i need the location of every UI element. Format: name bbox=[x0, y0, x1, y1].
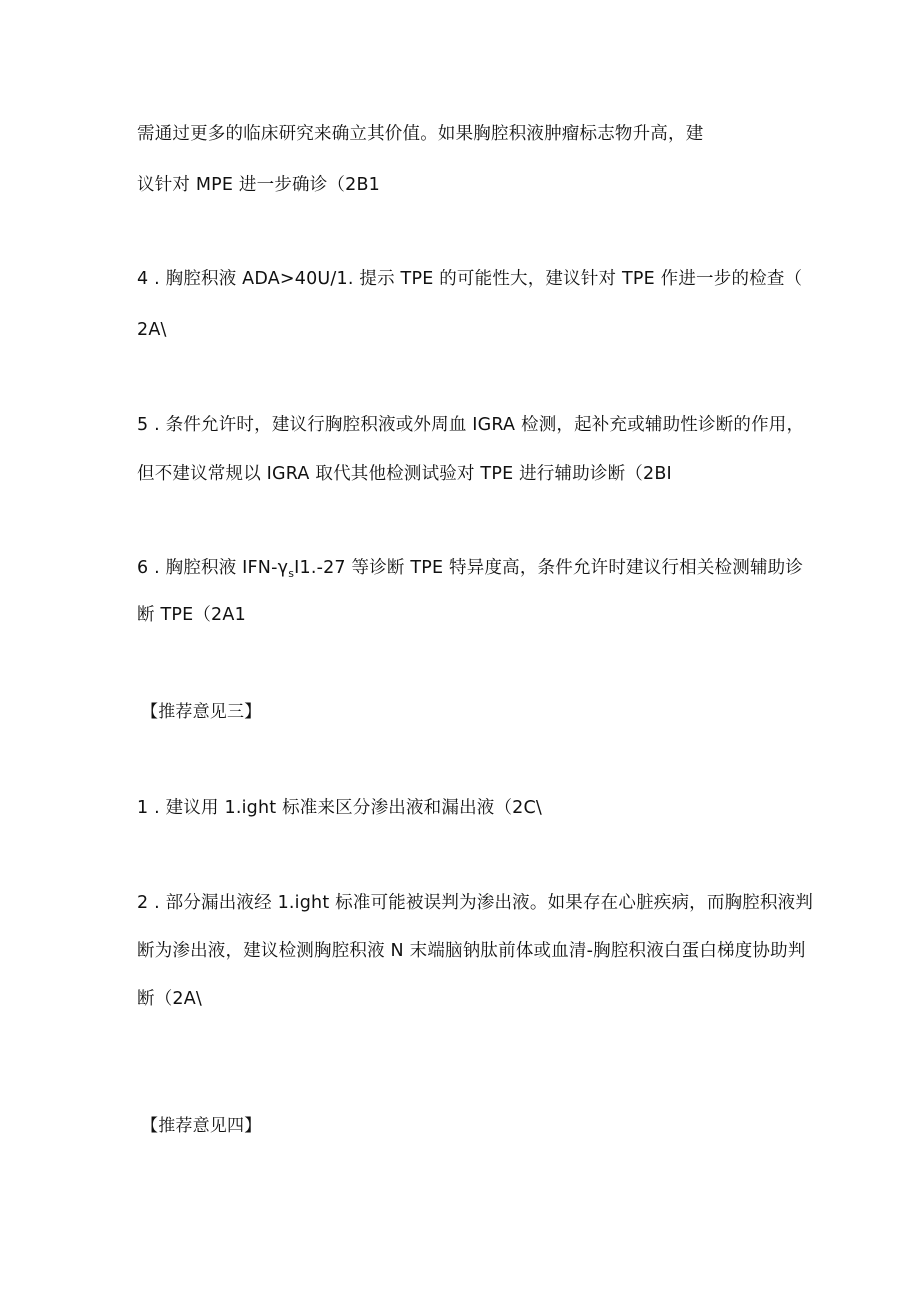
item-6-subscript: s bbox=[288, 567, 295, 580]
item-4-line-2: 2A\ bbox=[137, 320, 167, 340]
item-6-line-1 bbox=[137, 556, 803, 586]
rec3-item-2-line-2: 断为渗出液，建议检测胸腔积液 N 末端脑钠肽前体或血清-胸腔积液白蛋白梯度协助判 bbox=[137, 941, 806, 961]
section-heading-4: 【推荐意见四】 bbox=[141, 1116, 262, 1136]
item-6-line-2: 断 TPE（2A1 bbox=[137, 605, 246, 625]
item-4-line-1: 4 . 胸腔积液 ADA>40U/1. 提示 TPE 的可能性大，建议针对 TPE 作进一步的检查（ bbox=[137, 269, 803, 289]
text-line-2: 议针对 MPE 进一步确诊（2B1 bbox=[137, 175, 381, 195]
item-5-line-2: 但不建议常规以 IGRA 取代其他检测试验对 TPE 进行辅助诊断（2BI bbox=[137, 464, 672, 484]
item-6-text-a: 6 . 胸腔积液 IFN-γ bbox=[137, 558, 289, 578]
item-5-line-1: 5 . 条件允许时，建议行胸腔积液或外周血 IGRA 检测，起补充或辅助性诊断的作用， bbox=[137, 415, 805, 435]
item-6-text-b: I1.-27 等诊断 TPE 特异度高，条件允许时建议行相关检测辅助诊 bbox=[294, 558, 804, 578]
text-line-1: 需通过更多的临床研究来确立其价值。如果胸腔积液肿瘤标志物升高，建 bbox=[137, 124, 704, 144]
rec3-item-2-line-3: 断（2A\ bbox=[137, 989, 203, 1009]
rec3-item-2-line-1: 2 . 部分漏出液经 1.ight 标准可能被误判为渗出液。如果存在心脏疾病，而胸腔积液判 bbox=[137, 893, 814, 913]
rec3-item-1: 1 . 建议用 1.ight 标准来区分渗出液和漏出液（2C\ bbox=[137, 798, 543, 818]
section-heading-3: 【推荐意见三】 bbox=[141, 702, 262, 722]
